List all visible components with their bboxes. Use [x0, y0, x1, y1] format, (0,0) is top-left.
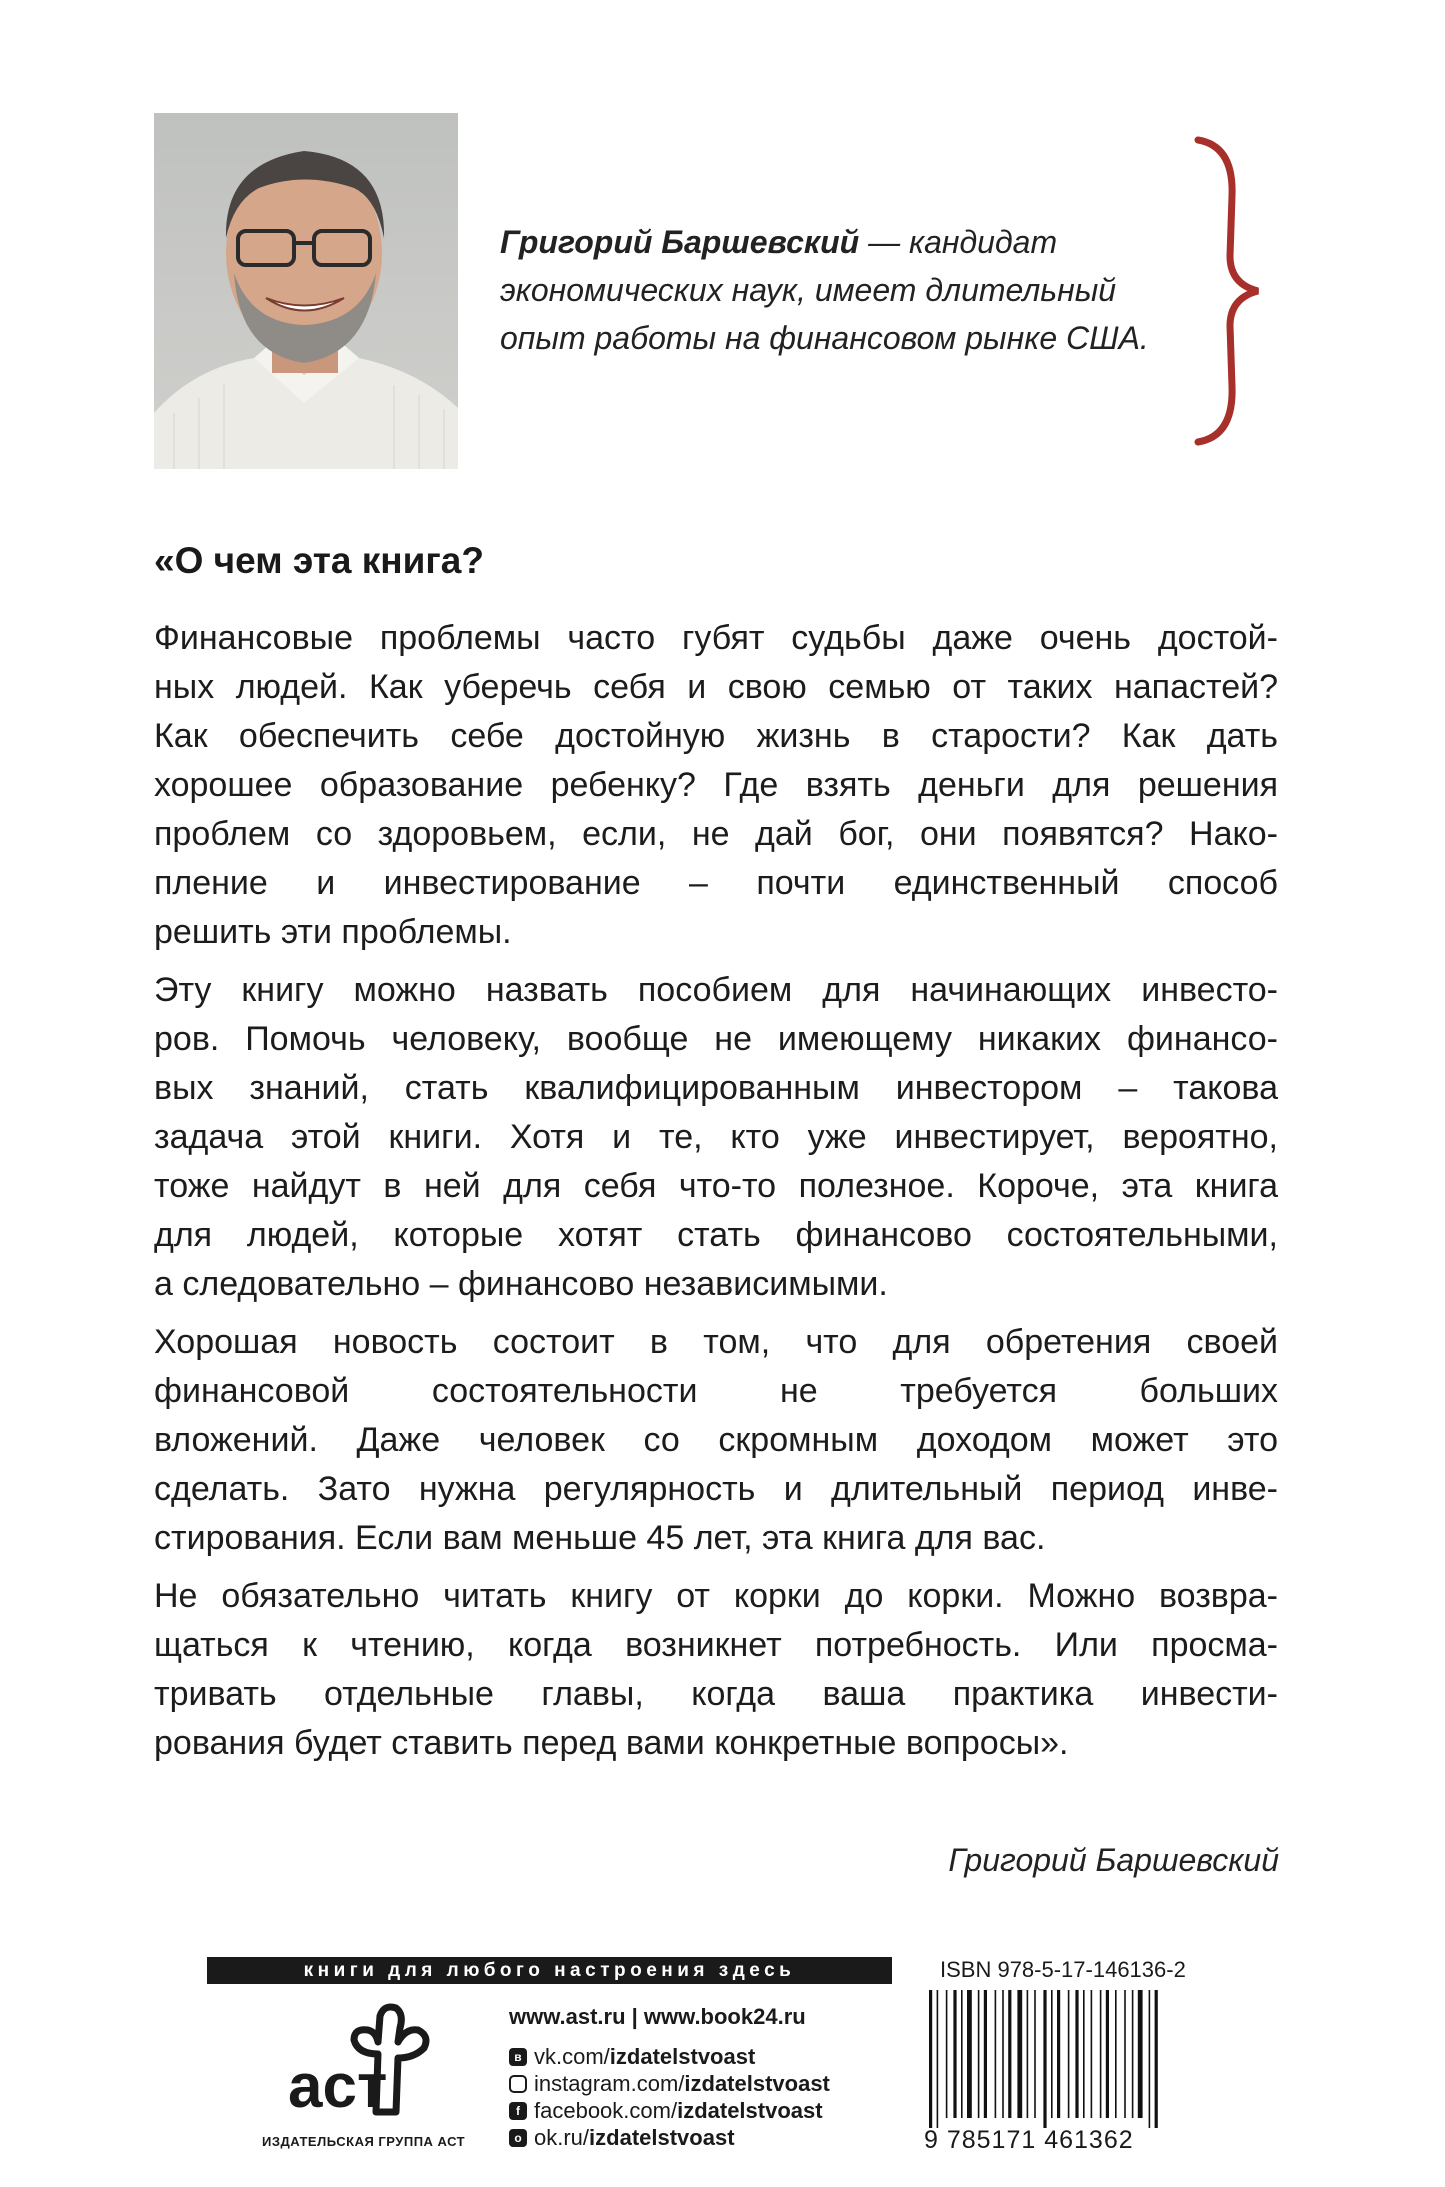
- svg-text:аст: аст: [288, 2052, 388, 2121]
- paragraph-4: Не обязательно читать книгу от корки до корки. Можно возвра- щаться к чтению, когда возникнет потребность. Или просма- тривать отдельные главы, когда ваша практика инвести- рования будет ставить перед вами конкретные вопросы».: [154, 1577, 1278, 1762]
- paragraph-2: Эту книгу можно назвать пособием для начинающих инвесто- ров. Помочь человеку, вообще не имеющему никаких финансо- вых знаний, стать квалифицированным инвестором – такова задача этой книги. Хотя и те, кто уже инвестирует, вероятно, тоже найдут в ней для себя что-то полезное. Короче, эта книга для людей, которые хотят стать финансово состоятельными, а следовательно – финансово независимыми.: [154, 971, 1278, 1303]
- author-bio-line-1: Григорий Баршевский — кандидат: [500, 224, 1058, 260]
- section-heading: «О чем эта книга?: [154, 540, 484, 581]
- vk-icon: в: [509, 2048, 527, 2066]
- barcode-number: 9 785171 461362: [924, 2126, 1134, 2154]
- decorative-brace-icon: [1186, 136, 1276, 446]
- ok-icon: о: [509, 2129, 527, 2147]
- tagline-bar: книги для любого настроения здесь: [207, 1957, 892, 1984]
- paragraph-3: Хорошая новость состоит в том, что для обретения своей финансовой состоятельности не требуется больших вложений. Даже человек со скромным доходом может это сделать. Зато нужна регулярность и длительный период инве- стирования. Если вам меньше 45 лет, эта книга для вас.: [154, 1323, 1278, 1557]
- publisher-websites[interactable]: www.ast.ru | www.book24.ru: [509, 2004, 806, 2029]
- author-name: Григорий Баршевский: [500, 224, 860, 260]
- instagram-icon: [509, 2075, 527, 2093]
- author-bio-line-3: опыт работы на финансовом рынке США.: [500, 320, 1149, 356]
- paragraph-1: Финансовые проблемы часто губят судьбы даже очень достой- ных людей. Как уберечь себя и свою семью от таких напастей? Как обеспечить себе достойную жизнь в старости? Как дать хорошее образование ребенку? Где взять деньги для решения проблем со здоровьем, если, не дай бог, они появятся? Нако- пление и инвестирование – почти единственный способ решить эти проблемы.: [154, 619, 1278, 951]
- author-photo: [154, 113, 458, 469]
- social-link-instagram[interactable]: instagram.com/izdatelstvoast: [509, 2071, 830, 2097]
- social-link-ok[interactable]: о ok.ru/izdatelstvoast: [509, 2125, 735, 2151]
- signature: Григорий Баршевский: [948, 1842, 1279, 1878]
- publisher-name: ИЗДАТЕЛЬСКАЯ ГРУППА АСТ: [262, 2134, 466, 2149]
- author-portrait-illustration: [154, 113, 458, 469]
- author-bio: [500, 218, 1200, 362]
- social-link-facebook[interactable]: f facebook.com/izdatelstvoast: [509, 2098, 823, 2124]
- social-link-vk[interactable]: в vk.com/izdatelstvoast: [509, 2044, 755, 2070]
- author-bio-line-2: экономических наук, имеет длительный: [500, 272, 1117, 308]
- isbn: ISBN 978-5-17-146136-2: [940, 1957, 1186, 1982]
- barcode-icon: [925, 1988, 1190, 2128]
- facebook-icon: f: [509, 2102, 527, 2120]
- ast-logo-icon: [258, 2002, 458, 2122]
